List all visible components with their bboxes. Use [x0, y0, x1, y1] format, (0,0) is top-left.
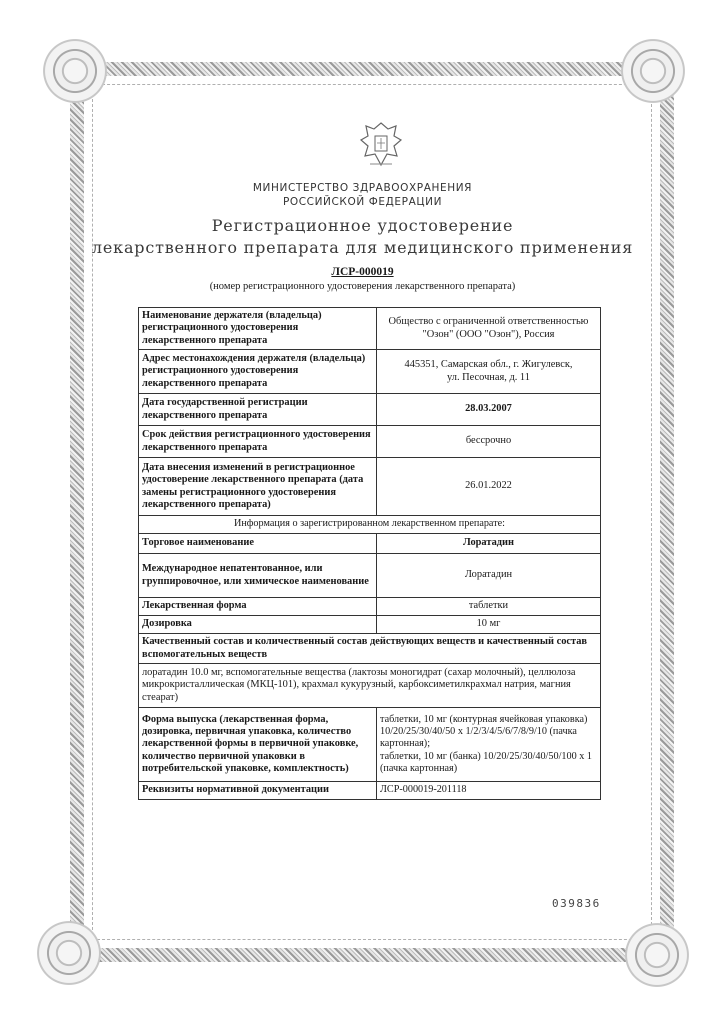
composition-heading: Качественный состав и количественный состав действующих веществ и качественный состав вспомогательных веществ [139, 634, 601, 664]
table-row [139, 708, 601, 782]
ministry-country: РОССИЙСКОЙ ФЕДЕРАЦИИ [282, 196, 443, 208]
dosage-form-label: Лекарственная форма [139, 598, 377, 616]
document-subtitle: лекарственного препарата для медицинского применения [91, 238, 634, 257]
table-row [139, 426, 601, 458]
table-row [139, 616, 601, 634]
registration-number: ЛСР-000019 [331, 266, 394, 278]
holder-address-label: Адрес местонахождения держателя (владельца) регистрационного удостоверения лекарственного препарата [139, 350, 377, 394]
corner-rosette-icon [34, 918, 104, 988]
holder-name-value: Общество с ограниченной ответственностью "Озон" (ООО "Озон"), Россия [377, 308, 601, 350]
packaging-option: таблетки, 10 мг (банка) 10/20/25/30/40/50/100 x 1 (пачка картонная) [380, 750, 592, 774]
holder-address-value [377, 350, 601, 394]
corner-rosette-icon [622, 920, 692, 990]
registration-date-label: Дата государственной регистрации лекарственного препарата [139, 394, 377, 426]
table-row [139, 782, 601, 800]
packaging-label: Форма выпуска (лекарственная форма, дозировка, первичная упаковка, количество лекарственной формы в первичной упаковке, количество первичной упаковки в потребительской упаковке, комплектность) [139, 708, 377, 782]
table-row [139, 664, 601, 708]
corner-rosette-icon [618, 36, 688, 106]
inn-label: Международное непатентованное, или группировочное, или химическое наименование [139, 554, 377, 598]
ministry-name: МИНИСТЕРСТВО ЗДРАВООХРАНЕНИЯ [252, 182, 473, 194]
dosage-form-value: таблетки [377, 598, 601, 616]
table-row [139, 534, 601, 554]
drug-info-heading: Информация о зарегистрированном лекарственном препарате: [139, 516, 601, 534]
packaging-value [377, 708, 601, 782]
composition-text: лоратадин 10.0 мг, вспомогательные вещества (лактозы моногидрат (сахар молочный), целлюлоза микрокристаллическая (МКЦ-101), крахмал кукурузный, карбоксиметилкрахмал натрия, магния стеарат) [139, 664, 601, 708]
table-row [139, 554, 601, 598]
certificate-table [138, 307, 600, 800]
change-date-value: 26.01.2022 [377, 458, 601, 516]
registration-date-value: 28.03.2007 [377, 394, 601, 426]
address-line: 445351, Самарская обл., г. Жигулевск, [404, 359, 573, 371]
table-row [139, 350, 601, 394]
validity-value: бессрочно [377, 426, 601, 458]
corner-rosette-icon [40, 36, 110, 106]
table-row [139, 516, 601, 534]
table-row [139, 308, 601, 350]
trade-name-label: Торговое наименование [139, 534, 377, 554]
normative-doc-value: ЛСР-000019-201118 [377, 782, 601, 800]
table-row [139, 394, 601, 426]
change-date-label: Дата внесения изменений в регистрационное удостоверение лекарственного препарата (дата замены регистрационного удостоверения лекарственного препарата) [139, 458, 377, 516]
table-row [139, 634, 601, 664]
table-row [139, 458, 601, 516]
packaging-option: таблетки, 10 мг (контурная ячейковая упаковка) 10/20/25/30/40/50 x 1/2/3/4/5/6/7/8/9/10 (пачка картонная); [380, 713, 588, 750]
inn-value: Лоратадин [377, 554, 601, 598]
dosage-value: 10 мг [377, 616, 601, 634]
registration-number-caption: (номер регистрационного удостоверения лекарственного препарата) [209, 281, 516, 292]
coat-of-arms-icon [356, 120, 406, 172]
dosage-label: Дозировка [139, 616, 377, 634]
normative-doc-label: Реквизиты нормативной документации [139, 782, 377, 800]
form-serial-number: 039836 [552, 897, 601, 910]
holder-name-label: Наименование держателя (владельца) регистрационного удостоверения лекарственного препарата [139, 308, 377, 350]
validity-label: Срок действия регистрационного удостоверения лекарственного препарата [139, 426, 377, 458]
table-row [139, 598, 601, 616]
trade-name-value: Лоратадин [377, 534, 601, 554]
address-line: ул. Песочная, д. 11 [447, 371, 530, 383]
document-title: Регистрационное удостоверение [211, 216, 514, 235]
